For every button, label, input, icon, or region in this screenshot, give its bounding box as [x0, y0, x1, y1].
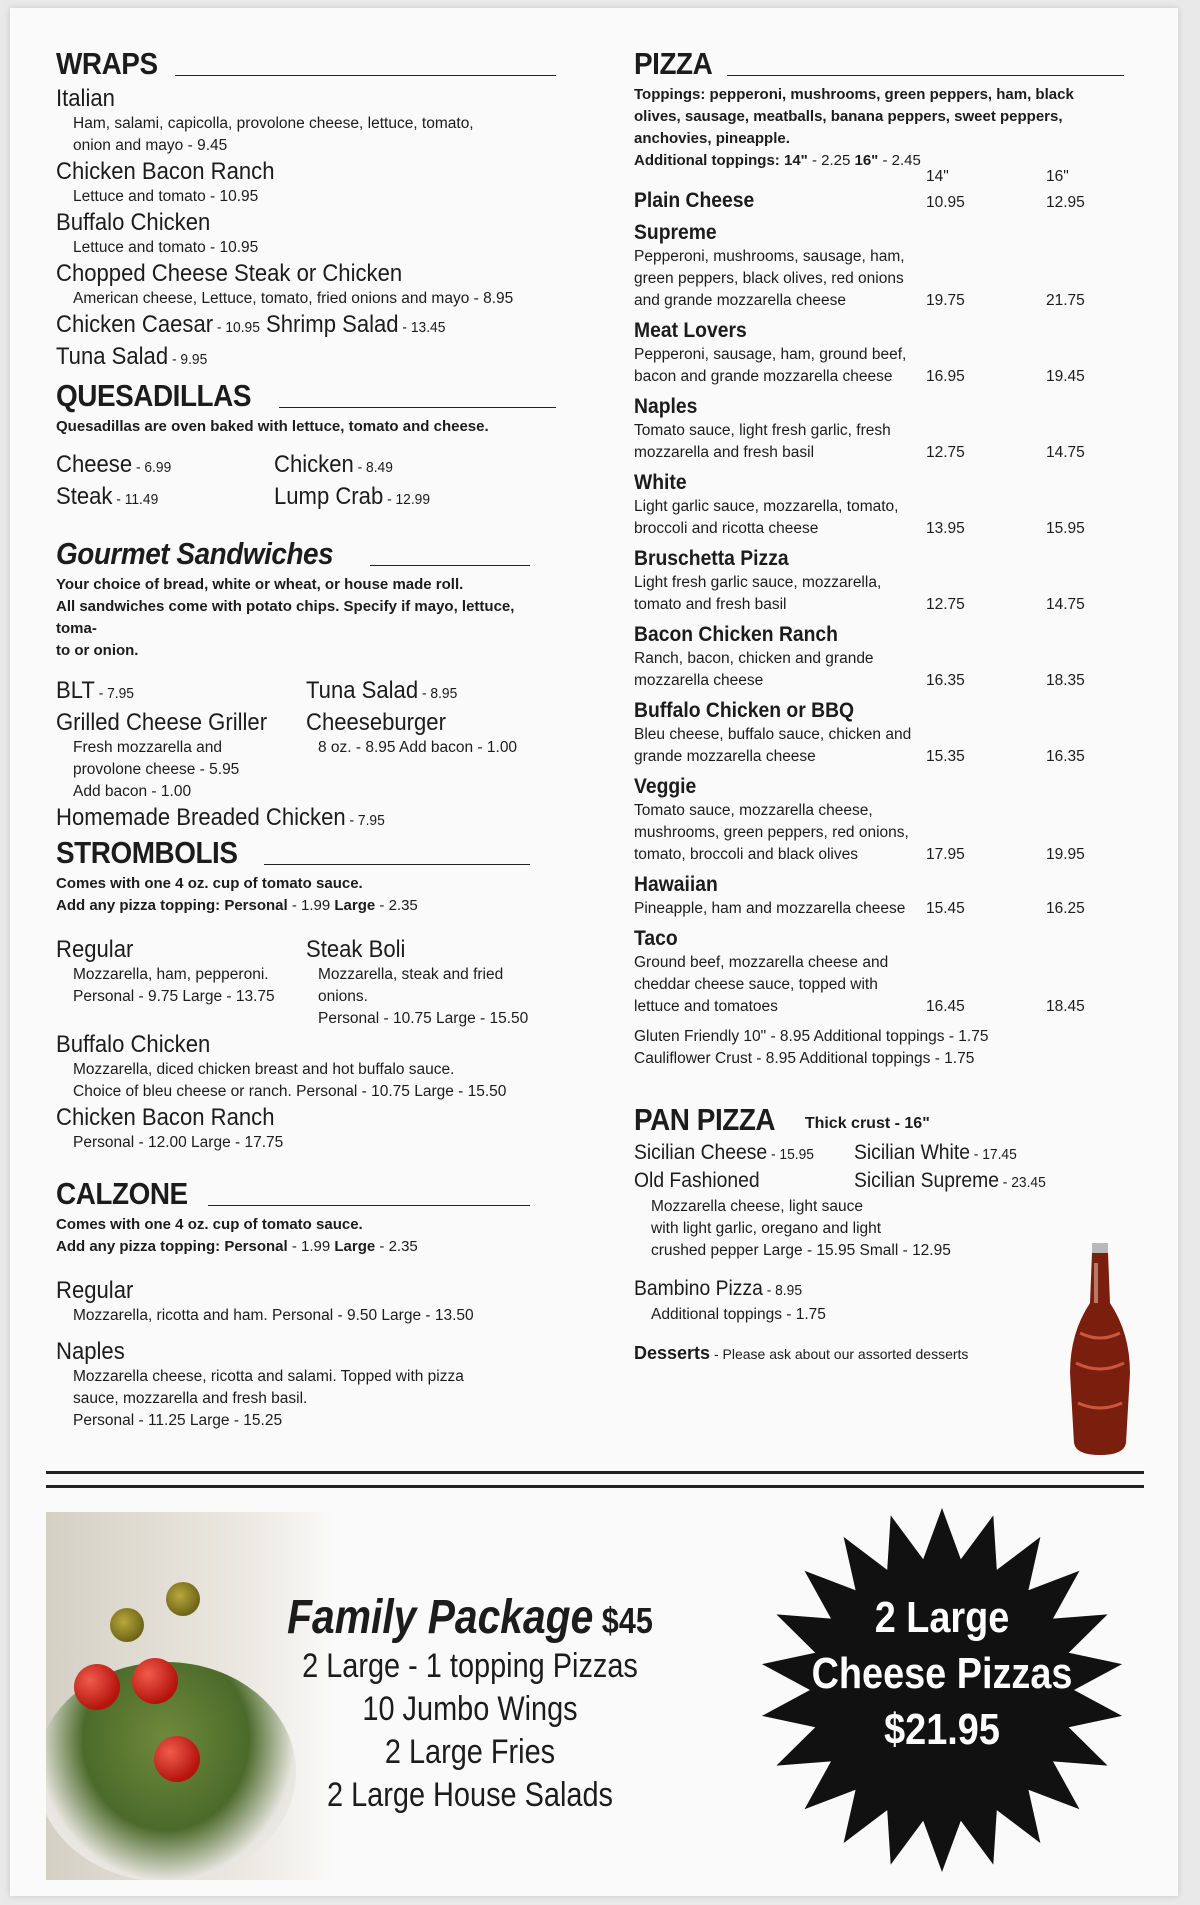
pizza-item-row: and grande mozzarella cheese 19.75 21.75 [634, 290, 1154, 312]
wraps-title: WRAPS [56, 46, 158, 81]
stromboli-cbr: Chicken Bacon Ranch [56, 1104, 275, 1131]
olive-icon [166, 1582, 200, 1616]
quesadilla-cheese: Cheese - 6.99 [56, 451, 172, 478]
pizza-item-row: Ranch, bacon, chicken and grande [634, 650, 874, 667]
sandwich-blt: BLT - 7.95 [56, 677, 134, 704]
strombolis-title: STROMBOLIS [56, 835, 238, 870]
divider-rule [279, 407, 556, 408]
pizza-item [634, 546, 1154, 616]
pan-pizza-title: PAN PIZZA [634, 1102, 776, 1137]
pizza-item-name: Plain Cheese [634, 189, 755, 212]
stromboli-cbr-desc: Personal - 12.00 Large - 17.75 [73, 1134, 284, 1151]
quesadillas-header [56, 378, 556, 414]
wrap-italian-desc: Ham, salami, capicolla, provolone cheese, lettuce, tomato, onion and mayo - 9.45 [73, 115, 474, 154]
price-14: 15.45 [926, 900, 965, 917]
family-line-1: 2 Large - 1 topping Pizzas [302, 1647, 638, 1685]
pizza-item-row: mushrooms, green peppers, red onions, [634, 824, 909, 841]
price-14: 16.45 [926, 998, 965, 1015]
family-package [250, 1590, 690, 1817]
divider-rule [264, 864, 530, 865]
price-16: 21.75 [1046, 292, 1085, 309]
sandwich-burger: Cheeseburger 8 oz. - 8.95 Add bacon - 1.00 [306, 709, 518, 756]
pizza-cauliflower: Cauliflower Crust - 8.95 Additional toppings - 1.75 [634, 1050, 975, 1067]
pan-old-fashioned-desc: Mozzarella cheese, light sauce with light garlic, oregano and light crushed pepper Large - 15.95 Small - 12.95 [651, 1198, 951, 1259]
wrap-chopped-desc: American cheese, Lettuce, tomato, fried onions and mayo - 8.95 [73, 290, 514, 307]
price-14: 19.75 [926, 292, 965, 309]
quesadilla-crab: Lump Crab - 12.99 [274, 483, 431, 510]
pizza-item-row: tomato, broccoli and black olives 17.95 19.95 [634, 844, 1154, 866]
pizza-item-row: mozzarella cheese 16.35 18.35 [634, 670, 1154, 692]
pizza-title: PIZZA [634, 46, 713, 81]
pizza-item-row: Pepperoni, mushrooms, sausage, ham, [634, 248, 905, 265]
pan-bambino-desc: Additional toppings - 1.75 [651, 1306, 826, 1323]
pizza-item [634, 872, 1154, 920]
quesadillas-grid [56, 450, 556, 514]
pan-pizza-subtitle: Thick crust - 16" [804, 1115, 930, 1132]
sandwich-breaded: Homemade Breaded Chicken - 7.95 [56, 804, 385, 831]
pizza-item-row: Light fresh garlic sauce, mozzarella, [634, 574, 882, 591]
tomato-icon [154, 1736, 200, 1782]
quesadilla-chicken: Chicken - 8.49 [274, 451, 393, 478]
price-14: 17.95 [926, 846, 965, 863]
wrap-tuna: Tuna Salad - 9.95 [56, 343, 208, 370]
pizza-item-row: mozzarella and fresh basil 12.75 14.75 [634, 442, 1154, 464]
pizza-item-name: Naples [634, 395, 698, 418]
pan-pizza-header [634, 1102, 1154, 1138]
pizza-item-row: tomato and fresh basil 12.75 14.75 [634, 594, 1154, 616]
strombolis-header [56, 835, 556, 871]
pizza-item [634, 774, 1154, 866]
pizza-item-row: Tomato sauce, mozzarella cheese, [634, 802, 873, 819]
pan-pizza-grid [634, 1140, 1154, 1196]
wrap-buffalo-desc: Lettuce and tomato - 10.95 [73, 239, 259, 256]
pizza-item [634, 220, 1154, 312]
sandwiches-title: Gourmet Sandwiches [56, 536, 334, 571]
stromboli-buffalo: Buffalo Chicken [56, 1031, 211, 1058]
pizza-item-name: Meat Lovers [634, 319, 747, 342]
calzone-note: Comes with one 4 oz. cup of tomato sauce. Add any pizza topping: Personal - 1.99 Large - 2.35 [56, 1216, 418, 1255]
pizza-gluten: Gluten Friendly 10" - 8.95 Additional toppings - 1.75 [634, 1028, 989, 1045]
price-16: 19.95 [1046, 846, 1085, 863]
pizza-item-name: Supreme [634, 221, 717, 244]
pizza-item-name: Hawaiian [634, 873, 718, 896]
pan-sicilian-cheese: Sicilian Cheese - 15.95 [634, 1141, 814, 1164]
price-14: 16.95 [926, 368, 965, 385]
price-14: 10.95 [926, 194, 965, 211]
wrap-caesar-shrimp: Chicken Caesar - 10.95 Shrimp Salad - 13.45 [56, 311, 446, 338]
calzone-header [56, 1176, 556, 1212]
wrap-cbr: Chicken Bacon Ranch [56, 158, 275, 185]
pizza-item-row: grande mozzarella cheese 15.35 16.35 [634, 746, 1154, 768]
wrap-italian: Italian [56, 85, 115, 112]
calzone-title: CALZONE [56, 1176, 188, 1211]
pizza-item-row: broccoli and ricotta cheese 13.95 15.95 [634, 518, 1154, 540]
price-16: 14.75 [1046, 596, 1085, 613]
wraps-header [56, 46, 556, 82]
price-14: 15.35 [926, 748, 965, 765]
price-14: 16.35 [926, 672, 965, 689]
calzone-regular: Regular [56, 1277, 134, 1304]
wrap-cbr-desc: Lettuce and tomato - 10.95 [73, 188, 259, 205]
wrap-buffalo: Buffalo Chicken [56, 209, 211, 236]
soda-bottle-icon [1064, 1243, 1136, 1459]
strombolis-grid [56, 935, 556, 1030]
price-16: 16.25 [1046, 900, 1085, 917]
pizza-item [634, 318, 1154, 388]
pizza-item-name: Buffalo Chicken or BBQ [634, 699, 855, 722]
quesadillas-title: QUESADILLAS [56, 378, 252, 413]
calzone-naples-desc: Mozzarella cheese, ricotta and salami. Topped with pizza sauce, mozzarella and fresh basil. Personal - 11.25 Large - 15.25 [73, 1368, 464, 1429]
double-divider [46, 1471, 1144, 1488]
special-offer [752, 1590, 1132, 1758]
family-line-4: 2 Large House Salads [327, 1776, 613, 1814]
pizza-item-row: Tomato sauce, light fresh garlic, fresh [634, 422, 891, 439]
family-line-2: 10 Jumbo Wings [362, 1690, 578, 1728]
price-16: 14.75 [1046, 444, 1085, 461]
price-16: 16.35 [1046, 748, 1085, 765]
quesadilla-steak: Steak - 11.49 [56, 483, 159, 510]
special-line-3: $21.95 [884, 1705, 1000, 1754]
pizza-toppings: Toppings: pepperoni, mushrooms, green peppers, ham, black olives, sausage, meatballs, banana peppers, sweet peppers, anchovies, pineapple. Additional toppings: 14" - 2.25 16" - 2.45 [634, 86, 1074, 169]
price-16: 19.45 [1046, 368, 1085, 385]
divider-rule [727, 75, 1124, 76]
sandwiches-grid [56, 676, 556, 803]
tomato-icon [132, 1658, 178, 1704]
price-16: 18.35 [1046, 672, 1085, 689]
pizza-item-row: bacon and grande mozzarella cheese 16.95 19.45 [634, 366, 1154, 388]
divider-rule [175, 75, 556, 76]
pizza-item [634, 394, 1154, 464]
divider-rule [370, 565, 530, 566]
pizza-item-row: Ground beef, mozzarella cheese and [634, 954, 889, 971]
sandwiches-note: Your choice of bread, white or wheat, or house made roll. All sandwiches come with potato chips. Specify if mayo, lettuce, toma- to or onion. [56, 576, 515, 659]
pizza-item [634, 926, 1154, 1018]
sandwiches-header [56, 536, 556, 572]
wrap-chopped: Chopped Cheese Steak or Chicken [56, 260, 403, 287]
family-line-3: 2 Large Fries [384, 1733, 556, 1771]
pizza-item [634, 622, 1154, 692]
price-16: 15.95 [1046, 520, 1085, 537]
quesadillas-note: Quesadillas are oven baked with lettuce, tomato and cheese. [56, 418, 489, 435]
sandwich-tuna: Tuna Salad - 8.95 [306, 677, 458, 704]
pan-old-fashioned: Old Fashioned [634, 1169, 760, 1192]
pizza-item-row: Pineapple, ham and mozzarella cheese 15.45 16.25 [634, 898, 1154, 920]
pizza-item-row: green peppers, black olives, red onions [634, 270, 904, 287]
desserts: Desserts - Please ask about our assorted desserts [634, 1343, 969, 1363]
pizza-item-row: Bleu cheese, buffalo sauce, chicken and [634, 726, 912, 743]
stromboli-buffalo-desc: Mozzarella, diced chicken breast and hot buffalo sauce. Choice of bleu cheese or ranch. Personal - 10.75 Large - 15.50 [73, 1061, 507, 1100]
olive-icon [110, 1608, 144, 1642]
price-16: 18.45 [1046, 998, 1085, 1015]
pizza-item-row: Light garlic sauce, mozzarella, tomato, [634, 498, 899, 515]
stromboli-regular: Regular Mozzarella, ham, pepperoni. Personal - 9.75 Large - 13.75 [56, 936, 275, 1005]
price-14: 12.75 [926, 596, 965, 613]
sandwich-grilled: Grilled Cheese Griller Fresh mozzarella and provolone cheese - 5.95 Add bacon - 1.00 [56, 709, 268, 800]
pizza-item-row: lettuce and tomatoes 16.45 18.45 [634, 996, 1154, 1018]
pan-bambino: Bambino Pizza - 8.95 [634, 1277, 803, 1300]
price-14: 13.95 [926, 520, 965, 537]
pizza-item-name: Bruschetta Pizza [634, 547, 789, 570]
pan-sicilian-white: Sicilian White - 17.45 [854, 1141, 1017, 1164]
calzone-regular-desc: Mozzarella, ricotta and ham. Personal - 9.50 Large - 13.50 [73, 1307, 474, 1324]
price-14: 12.75 [926, 444, 965, 461]
pizza-size-header: 14" 16" [926, 168, 1069, 185]
pizza-item-name: Taco [634, 927, 678, 950]
price-16: 12.95 [1046, 194, 1085, 211]
pizza-item [634, 470, 1154, 540]
tomato-icon [74, 1664, 120, 1710]
pizza-item-row [634, 188, 1154, 214]
pizza-item [634, 188, 1154, 214]
special-line-2: Cheese Pizzas [811, 1649, 1073, 1698]
pizza-item-row: Pepperoni, sausage, ham, ground beef, [634, 346, 907, 363]
strombolis-note: Comes with one 4 oz. cup of tomato sauce. Add any pizza topping: Personal - 1.99 Large - 2.35 [56, 875, 418, 914]
pizza-item-row: cheddar cheese sauce, topped with [634, 976, 878, 993]
special-line-1: 2 Large [874, 1593, 1010, 1642]
pizza-item [634, 698, 1154, 768]
calzone-naples: Naples [56, 1338, 125, 1365]
stromboli-steak-boli: Steak Boli Mozzarella, steak and fried onions. Personal - 10.75 Large - 15.50 [306, 936, 529, 1027]
divider-rule [208, 1205, 530, 1206]
pizza-item-name: White [634, 471, 687, 494]
pizza-header [634, 46, 1154, 82]
right-column [634, 46, 1154, 1366]
family-title: Family Package $45 [287, 1591, 653, 1644]
pizza-item-name: Veggie [634, 775, 697, 798]
pizza-list [634, 188, 1154, 1018]
pizza-item-name: Bacon Chicken Ranch [634, 623, 838, 646]
left-column [56, 46, 556, 1432]
pan-sicilian-supreme: Sicilian Supreme - 23.45 [854, 1169, 1046, 1192]
